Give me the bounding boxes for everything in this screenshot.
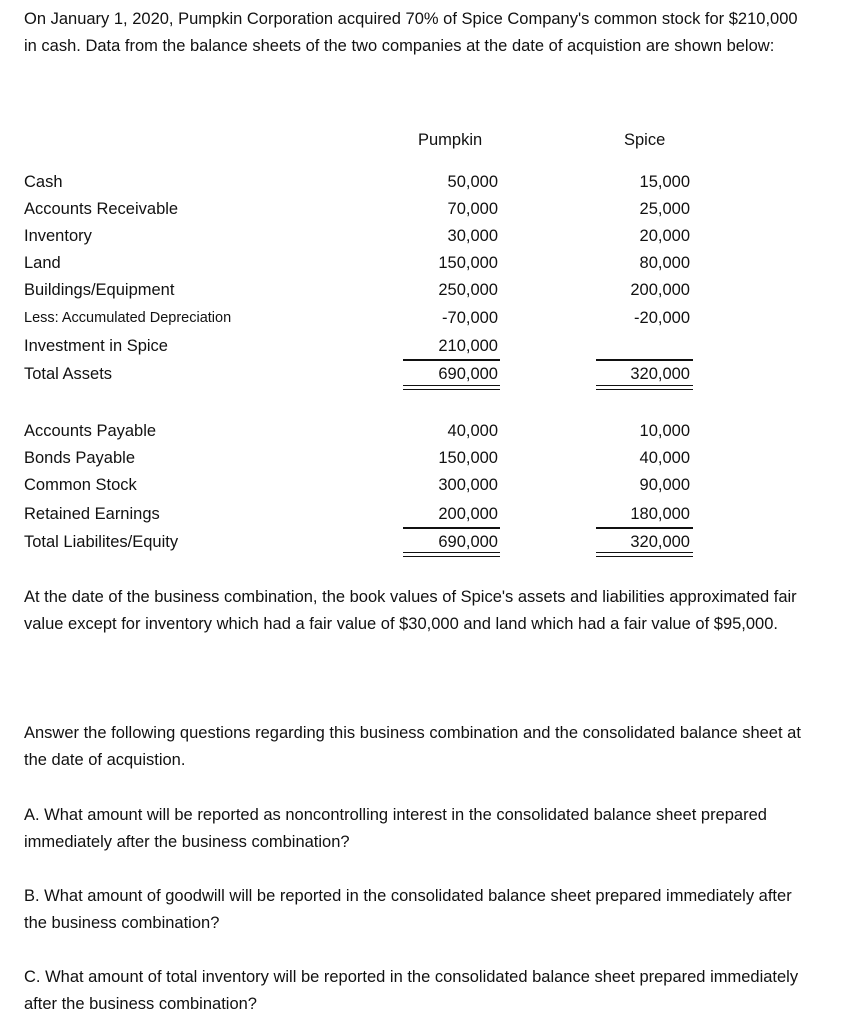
- pumpkin-value: 150,000: [438, 449, 498, 467]
- subtotal-rule: [596, 527, 693, 529]
- row-label: Cash: [24, 173, 63, 191]
- pumpkin-value: 210,000: [438, 337, 498, 355]
- total-double-rule: [403, 552, 500, 557]
- pumpkin-value: 300,000: [438, 476, 498, 494]
- pumpkin-total: 690,000: [438, 533, 498, 551]
- pumpkin-value: 200,000: [438, 505, 498, 523]
- spice-total: 320,000: [630, 533, 690, 551]
- spice-value: 180,000: [630, 505, 690, 523]
- question-b: B. What amount of goodwill will be reported in the consolidated balance sheet prepared immediately after the business combination?: [24, 887, 792, 932]
- pumpkin-value: 30,000: [447, 227, 498, 245]
- subtotal-rule: [403, 527, 500, 529]
- pumpkin-value: 150,000: [438, 254, 498, 272]
- row-label: Accounts Receivable: [24, 200, 179, 218]
- column-header-pumpkin: Pumpkin: [418, 131, 483, 149]
- row-label: Less: Accumulated Depreciation: [24, 310, 232, 326]
- total-double-rule: [596, 552, 693, 557]
- spice-value: 80,000: [639, 254, 690, 272]
- row-label: Common Stock: [24, 476, 137, 494]
- row-label: Accounts Payable: [24, 422, 157, 440]
- column-header-spice: Spice: [624, 131, 666, 149]
- spice-value: 90,000: [639, 476, 690, 494]
- row-label: Land: [24, 254, 61, 272]
- total-double-rule: [403, 385, 500, 390]
- spice-value: 25,000: [639, 200, 690, 218]
- fair-value-note: At the date of the business combination, the book values of Spice's assets and liabilities approximated fair value except for inventory which had a fair value of $30,000 and land which had a fair value of $95,000.: [24, 588, 797, 633]
- pumpkin-value: 40,000: [447, 422, 498, 440]
- spice-value: 200,000: [630, 281, 690, 299]
- pumpkin-value: -70,000: [442, 309, 498, 327]
- row-label: Retained Earnings: [24, 505, 160, 523]
- spice-total: 320,000: [630, 365, 690, 383]
- pumpkin-total: 690,000: [438, 365, 498, 383]
- subtotal-rule: [403, 359, 500, 361]
- intro-paragraph: On January 1, 2020, Pumpkin Corporation acquired 70% of Spice Company's common stock for $210,000 in cash. Data from the balance sheets of the two companies at the date of acquistion are shown below:: [24, 10, 798, 55]
- pumpkin-value: 70,000: [447, 200, 498, 218]
- question-a: A. What amount will be reported as noncontrolling interest in the consolidated balance sheet prepared immediately after the business combination?: [24, 806, 767, 851]
- row-label: Buildings/Equipment: [24, 281, 175, 299]
- pumpkin-value: 50,000: [447, 173, 498, 191]
- spice-value: 20,000: [639, 227, 690, 245]
- spice-value: -20,000: [634, 309, 690, 327]
- spice-value: 10,000: [639, 422, 690, 440]
- row-label: Total Assets: [24, 365, 113, 383]
- total-double-rule: [596, 385, 693, 390]
- pumpkin-value: 250,000: [438, 281, 498, 299]
- row-label: Investment in Spice: [24, 337, 168, 355]
- instructions: Answer the following questions regarding this business combination and the consolidated balance sheet at the date of acquistion.: [24, 724, 801, 769]
- row-label: Total Liabilites/Equity: [24, 533, 179, 551]
- spice-value: 40,000: [639, 449, 690, 467]
- spice-value: 15,000: [639, 173, 690, 191]
- row-label: Inventory: [24, 227, 92, 245]
- row-label: Bonds Payable: [24, 449, 135, 467]
- subtotal-rule: [596, 359, 693, 361]
- question-c: C. What amount of total inventory will be reported in the consolidated balance sheet prepared immediately after the business combination?: [24, 968, 799, 1013]
